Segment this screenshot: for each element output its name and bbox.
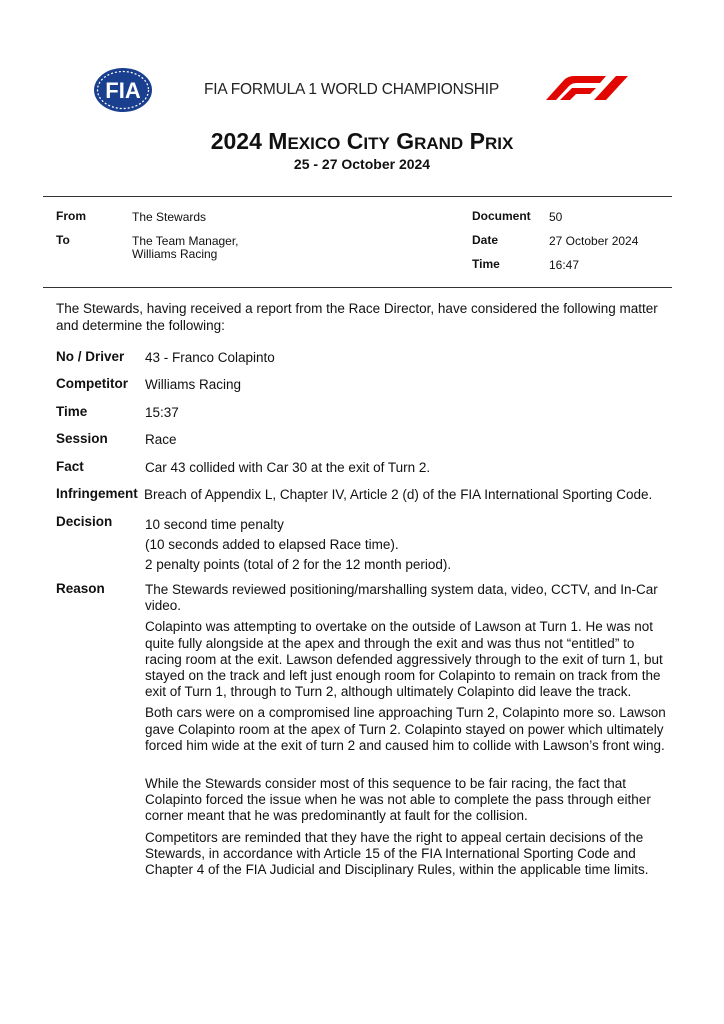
date-value: 27 October 2024	[549, 234, 639, 248]
reason-value	[145, 582, 670, 878]
reason-paragraph: Colapinto was attempting to overtake on the outside of Lawson at Turn 1. He was not quite fully alongside at the apex and through the exit and was thus not “entitled” to racing room at the exit. Lawson defended aggressively through to the exit of turn 1, but stayed on the track and left just enough room for Colapinto to remain on track from the exit of Turn 1, through to Turn 2, although ultimately Colapinto did leave the track.	[145, 619, 663, 700]
competitor-label: Competitor	[56, 376, 128, 391]
divider-bottom	[43, 287, 672, 288]
date-label: Date	[472, 233, 499, 247]
document-label: Document	[472, 209, 531, 223]
time-field-value: 15:37	[145, 405, 179, 420]
session-label: Session	[56, 431, 108, 446]
competitor-value: Williams Racing	[145, 377, 242, 392]
fia-logo-text: FIA	[105, 78, 141, 103]
fia-logo-icon	[93, 67, 153, 113]
decision-label: Decision	[56, 514, 113, 529]
infringement-label: Infringement	[56, 486, 138, 501]
reason-paragraph: The Stewards reviewed positioning/marshalling system data, video, CCTV, and In-Car video.	[145, 582, 658, 614]
time-value: 16:47	[549, 258, 580, 272]
driver-value: 43 - Franco Colapinto	[145, 350, 275, 365]
fact-value: Car 43 collided with Car 30 at the exit of Turn 2.	[145, 460, 431, 475]
divider-top	[43, 196, 672, 197]
decision-line: 2 penalty points (total of 2 for the 12 month period).	[145, 557, 452, 572]
time-field-label: Time	[56, 404, 88, 419]
infringement-value: Breach of Appendix L, Chapter IV, Article 2 (d) of the FIA International Sporting Code.	[144, 487, 653, 502]
decision-value	[145, 515, 670, 575]
intro-text: The Stewards, having received a report from the Race Director, have considered the following matter and determine the following:	[56, 301, 658, 333]
to-value-line1: The Team Manager,	[132, 234, 239, 248]
document-header	[0, 0, 724, 120]
to-label: To	[56, 233, 70, 247]
driver-label: No / Driver	[56, 349, 125, 364]
to-value-line2: Williams Racing	[132, 247, 218, 261]
fact-label: Fact	[56, 459, 84, 474]
f1-logo-icon	[542, 76, 630, 100]
reason-label: Reason	[56, 581, 105, 596]
from-value: The Stewards	[132, 210, 207, 224]
decision-line: 10 second time penalty	[145, 517, 284, 532]
session-value: Race	[145, 432, 177, 447]
page-title: 2024 MEXICO CITY GRAND PRIX	[210, 128, 514, 154]
championship-name: FIA FORMULA 1 WORLD CHAMPIONSHIP	[204, 81, 500, 98]
time-label: Time	[472, 257, 500, 271]
reason-paragraph: While the Stewards consider most of this sequence to be fair racing, the fact that Colapinto forced the issue when he was not able to complete the pass through either corner meant that he was predominantly at fault for the collision.	[145, 776, 651, 824]
decision-line: (10 seconds added to elapsed Race time).	[145, 537, 399, 552]
document-value: 50	[549, 210, 563, 224]
reason-paragraph: Competitors are reminded that they have the right to appeal certain decisions of the Stewards, in accordance with Article 15 of the FIA International Sporting Code and Chapter 4 of the FIA Judicial and Disciplinary Rules, within the applicable time limits.	[145, 829, 649, 878]
reason-paragraph: Both cars were on a compromised line approaching Turn 2, Colapinto more so. Lawson gave Colapinto room at the apex of Turn 2. Colapinto stayed on power which ultimately forced him wide at the exit of turn 2 and caused him to collide with Lawson’s front wing.	[145, 705, 666, 753]
from-label: From	[56, 209, 86, 223]
event-dates: 25 - 27 October 2024	[293, 156, 431, 172]
